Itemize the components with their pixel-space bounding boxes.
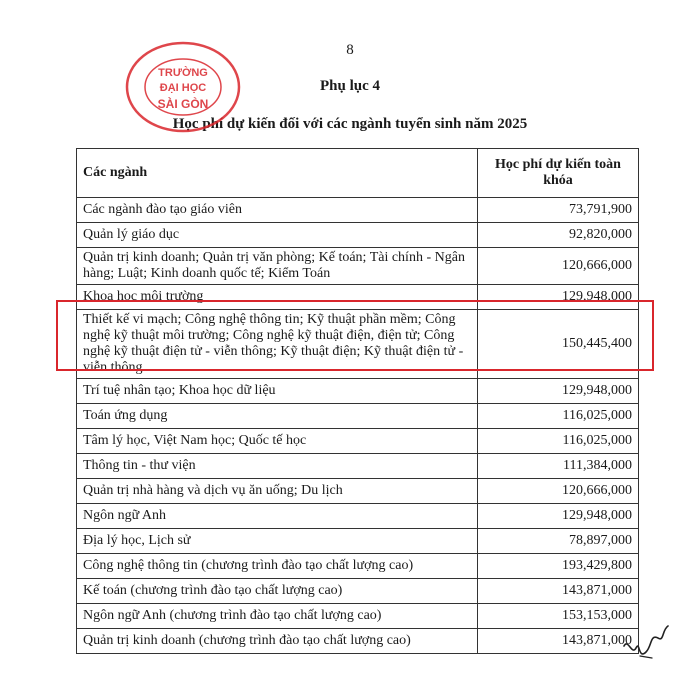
table-row — [77, 629, 639, 654]
header-major: Các ngành — [77, 149, 478, 198]
table-row-highlighted — [77, 310, 639, 379]
fee-cell: 116,025,000 — [478, 429, 639, 454]
table-row — [77, 454, 639, 479]
table-row — [77, 404, 639, 429]
major-cell: Quản lý giáo dục — [77, 223, 478, 248]
major-cell: Các ngành đào tạo giáo viên — [77, 198, 478, 223]
table-row — [77, 285, 639, 310]
fee-cell: 92,820,000 — [478, 223, 639, 248]
major-cell: Ngôn ngữ Anh — [77, 504, 478, 529]
fee-cell: 120,666,000 — [478, 248, 639, 285]
fee-cell: 129,948,000 — [478, 504, 639, 529]
table-header-row — [77, 149, 639, 198]
fee-cell: 193,429,800 — [478, 554, 639, 579]
school-seal-stamp — [124, 40, 242, 134]
table-row — [77, 604, 639, 629]
major-cell: Khoa học môi trường — [77, 285, 478, 310]
fee-cell: 143,871,000 — [478, 629, 639, 654]
table-body — [77, 198, 639, 654]
major-cell: Thông tin - thư viện — [77, 454, 478, 479]
fee-cell: 73,791,900 — [478, 198, 639, 223]
fee-cell: 111,384,000 — [478, 454, 639, 479]
table-row — [77, 198, 639, 223]
major-cell: Tâm lý học, Việt Nam học; Quốc tế học — [77, 429, 478, 454]
svg-text:SÀI GÒN: SÀI GÒN — [157, 97, 209, 111]
major-cell: Ngôn ngữ Anh (chương trình đào tạo chất lượng cao) — [77, 604, 478, 629]
signature-icon — [618, 616, 678, 664]
page-number: 8 — [346, 42, 354, 58]
fee-cell: 150,445,400 — [478, 310, 639, 379]
fee-cell: 143,871,000 — [478, 579, 639, 604]
fee-cell: 129,948,000 — [478, 379, 639, 404]
major-cell: Kế toán (chương trình đào tạo chất lượng cao) — [77, 579, 478, 604]
table-row — [77, 479, 639, 504]
fee-cell: 78,897,000 — [478, 529, 639, 554]
table-row — [77, 554, 639, 579]
header-fee: Học phí dự kiến toàn khóa — [478, 149, 639, 198]
appendix-label: Phụ lục 4 — [319, 78, 380, 94]
major-cell: Địa lý học, Lịch sử — [77, 529, 478, 554]
table-row — [77, 579, 639, 604]
table-row — [77, 248, 639, 285]
table-row — [77, 504, 639, 529]
fee-cell: 116,025,000 — [478, 404, 639, 429]
major-cell: Công nghệ thông tin (chương trình đào tạo chất lượng cao) — [77, 554, 478, 579]
svg-text:TRƯỜNG: TRƯỜNG — [158, 67, 208, 79]
major-cell: Thiết kế vi mạch; Công nghệ thông tin; Kỹ thuật phần mềm; Công nghệ kỹ thuật môi trường; Công nghệ kỹ thuật điện, điện tử; Công nghệ kỹ thuật điện tử - viễn thông; Kỹ thuật điện; Kỹ thuật điện tử - viễn thông. — [77, 310, 478, 379]
table-row — [77, 223, 639, 248]
fee-cell: 120,666,000 — [478, 479, 639, 504]
major-cell: Toán ứng dụng — [77, 404, 478, 429]
seal-icon — [124, 40, 242, 134]
svg-text:ĐẠI HỌC: ĐẠI HỌC — [159, 82, 207, 94]
major-cell: Quản trị kinh doanh (chương trình đào tạo chất lượng cao) — [77, 629, 478, 654]
major-cell: Quản trị nhà hàng và dịch vụ ăn uống; Du lịch — [77, 479, 478, 504]
table-row — [77, 529, 639, 554]
table-row — [77, 429, 639, 454]
table-row — [77, 379, 639, 404]
major-cell: Quản trị kinh doanh; Quản trị văn phòng; Kế toán; Tài chính - Ngân hàng; Luật; Kinh doanh quốc tế; Kiểm Toán — [77, 248, 478, 285]
major-cell: Trí tuệ nhân tạo; Khoa học dữ liệu — [77, 379, 478, 404]
tuition-fee-table — [76, 148, 639, 654]
document-title: Học phí dự kiến đối với các ngành tuyển sinh năm 2025 — [172, 116, 528, 132]
fee-cell: 129,948,000 — [478, 285, 639, 310]
fee-cell: 153,153,000 — [478, 604, 639, 629]
